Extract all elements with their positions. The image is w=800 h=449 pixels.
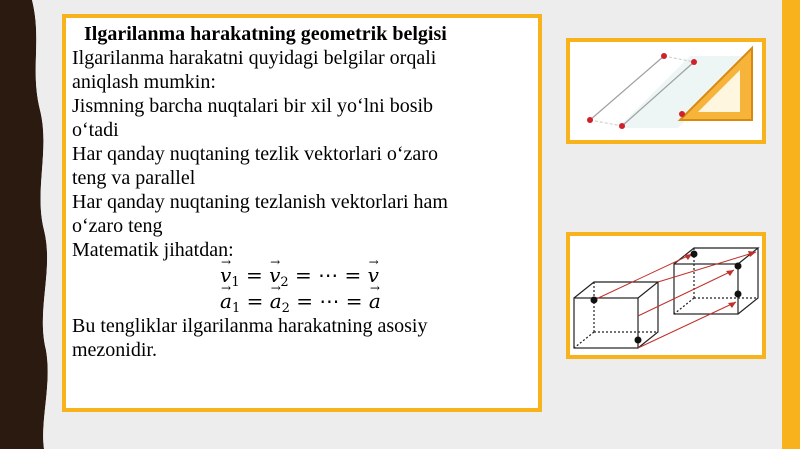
text-line: Matematik jihatdan: <box>72 239 234 261</box>
slide-title: Ilgarilanma harakatning geometrik belgisi <box>84 23 447 45</box>
text-line: Ilgarilanma harakatni quyidagi belgilar orqali <box>72 47 437 69</box>
text-line: o‘tadi <box>72 119 119 141</box>
point-marker <box>587 117 593 123</box>
point-marker <box>679 111 685 117</box>
vertex-marker <box>735 263 742 270</box>
accent-bar <box>782 0 800 449</box>
point-marker <box>691 59 697 65</box>
velocity-equation: → $v_1$ = → $v_2$ = ⋯ = → v <box>220 262 530 288</box>
text-line: aniqlash mumkin: <box>72 71 216 93</box>
vertex-marker <box>691 251 698 258</box>
vertex-marker <box>735 291 742 298</box>
vertex-marker <box>635 337 642 344</box>
text-line: teng va parallel <box>72 167 196 189</box>
text-line: Har qanday nuqtaning tezlik vektorlari o‘zaro <box>72 143 438 165</box>
parallel-lines-figure <box>566 38 766 144</box>
text-line: o‘zaro teng <box>72 215 163 237</box>
box-translation-illustration <box>570 236 762 355</box>
content-text-box <box>62 14 542 412</box>
acceleration-equation: → $a_1$ = → $a_2$ = ⋯ = → a <box>220 288 530 314</box>
decorative-wave-border <box>0 0 60 449</box>
vertex-marker <box>591 297 598 304</box>
point-marker <box>661 53 667 59</box>
translated-box-figure <box>566 232 766 359</box>
text-line: Bu tengliklar ilgarilanma harakatning asosiy <box>72 315 428 337</box>
set-square-illustration <box>570 42 762 140</box>
text-line: Har qanday nuqtaning tezlanish vektorlari ham <box>72 191 448 213</box>
point-marker <box>619 123 625 129</box>
text-line: mezonidir. <box>72 339 157 361</box>
text-line: Jismning barcha nuqtalari bir xil yo‘lni bosib <box>72 95 434 117</box>
